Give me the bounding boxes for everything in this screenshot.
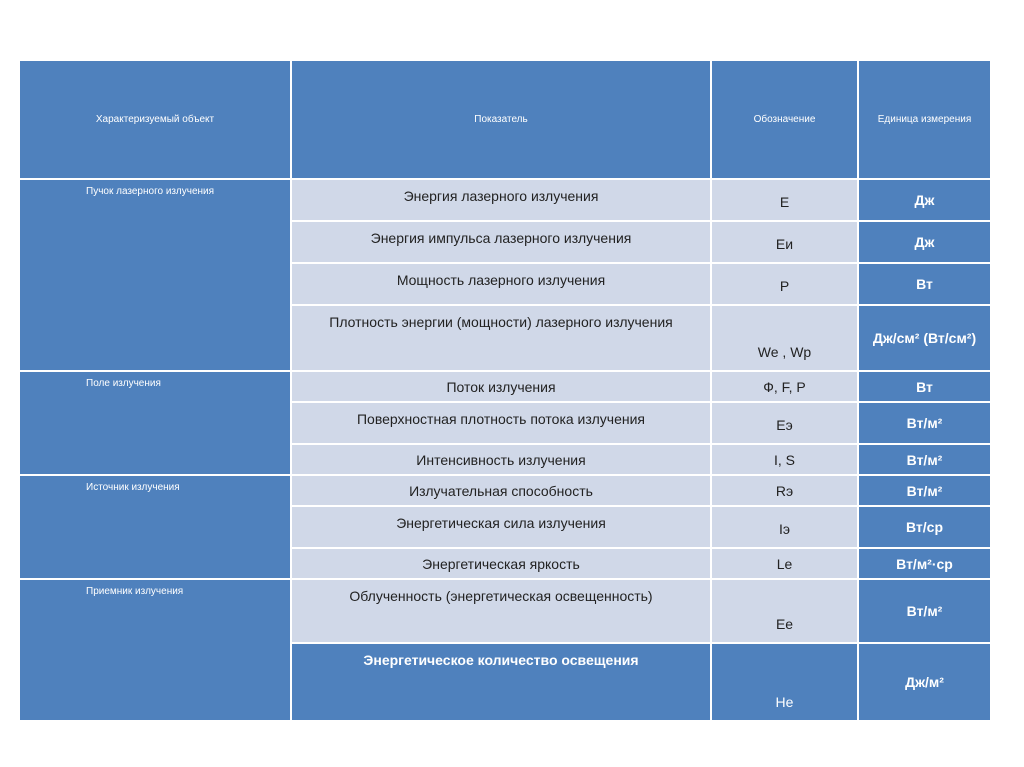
header-symbol: Обозначение	[711, 60, 858, 179]
symbol-cell: Iэ	[711, 506, 858, 548]
symbol-cell: Ee	[711, 579, 858, 643]
unit-cell: Вт/м²	[858, 402, 991, 444]
symbol-cell: We , Wp	[711, 305, 858, 371]
indicator-cell: Энергия импульса лазерного излучения	[291, 221, 711, 263]
indicator-cell: Энергетическое количество освещения	[291, 643, 711, 721]
symbol-cell: He	[711, 643, 858, 721]
unit-cell: Вт	[858, 371, 991, 402]
unit-cell: Дж/см² (Вт/см²)	[858, 305, 991, 371]
indicator-cell: Излучательная способность	[291, 475, 711, 506]
unit-cell: Дж/м²	[858, 643, 991, 721]
indicator-cell: Поток излучения	[291, 371, 711, 402]
indicator-cell: Облученность (энергетическая освещенность)	[291, 579, 711, 643]
header-unit: Единица измерения	[858, 60, 991, 179]
object-radiation-field: Поле излучения	[19, 371, 291, 475]
indicator-cell: Энергетическая яркость	[291, 548, 711, 579]
symbol-cell: Eи	[711, 221, 858, 263]
indicator-cell: Интенсивность излучения	[291, 444, 711, 475]
unit-cell: Вт/м²	[858, 475, 991, 506]
unit-cell: Дж	[858, 221, 991, 263]
unit-cell: Вт/м²·ср	[858, 548, 991, 579]
header-object: Характеризуемый объект	[19, 60, 291, 179]
unit-cell: Вт/ср	[858, 506, 991, 548]
table-row	[19, 475, 991, 506]
indicator-cell: Мощность лазерного излучения	[291, 263, 711, 305]
symbol-cell: Rэ	[711, 475, 858, 506]
indicator-cell: Поверхностная плотность потока излучения	[291, 402, 711, 444]
table-row	[19, 579, 991, 643]
symbol-cell: I, S	[711, 444, 858, 475]
unit-cell: Вт/м²	[858, 444, 991, 475]
unit-cell: Вт	[858, 263, 991, 305]
indicator-cell: Энергетическая сила излучения	[291, 506, 711, 548]
indicator-cell: Энергия лазерного излучения	[291, 179, 711, 221]
symbol-cell: P	[711, 263, 858, 305]
laser-radiation-table	[18, 59, 992, 722]
object-laser-beam: Пучок лазерного излучения	[19, 179, 291, 371]
table-row	[19, 371, 991, 402]
indicator-cell: Плотность энергии (мощности) лазерного излучения	[291, 305, 711, 371]
symbol-cell: Eэ	[711, 402, 858, 444]
object-radiation-source: Источник излучения	[19, 475, 291, 579]
table-row	[19, 179, 991, 221]
table-header-row	[19, 60, 991, 179]
object-radiation-receiver: Приемник излучения	[19, 579, 291, 721]
symbol-cell: E	[711, 179, 858, 221]
symbol-cell: Ф, F, P	[711, 371, 858, 402]
unit-cell: Вт/м²	[858, 579, 991, 643]
symbol-cell: Le	[711, 548, 858, 579]
unit-cell: Дж	[858, 179, 991, 221]
header-indicator: Показатель	[291, 60, 711, 179]
